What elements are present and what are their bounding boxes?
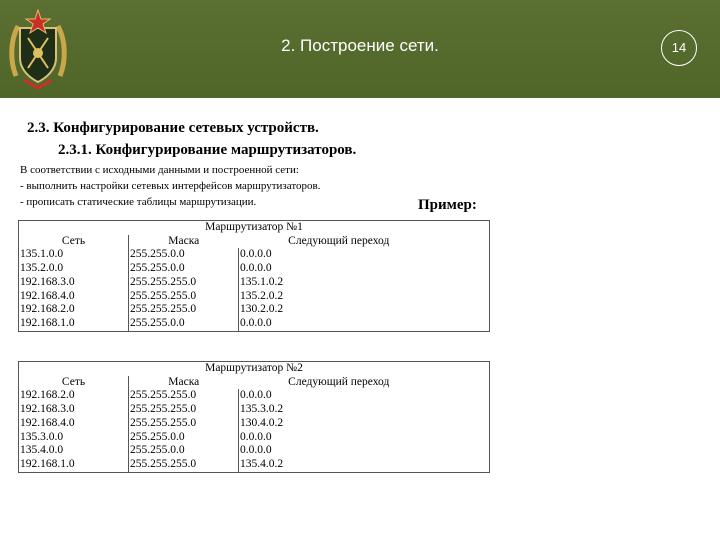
column-header-network: Сеть xyxy=(19,235,129,249)
cell-next-hop: 135.3.0.2 xyxy=(240,403,284,416)
table-row xyxy=(19,290,490,304)
table-row xyxy=(19,276,490,290)
cell-next-hop: 0.0.0.0 xyxy=(240,248,272,261)
cell-network: 135.2.0.0 xyxy=(19,262,129,276)
table-row xyxy=(19,317,490,331)
example-label: Пример: xyxy=(418,197,477,213)
routing-table-router-2 xyxy=(18,361,490,473)
cell-next-hop: 130.2.0.2 xyxy=(240,303,284,316)
column-header-mask: Маска xyxy=(168,234,200,247)
cell-mask: 255.255.0.0 xyxy=(129,317,239,331)
column-header-mask: Маска xyxy=(168,375,200,388)
cell-mask: 255.255.255.0 xyxy=(129,290,239,304)
cell-network: 192.168.4.0 xyxy=(19,417,129,431)
table-row xyxy=(19,389,490,403)
column-header-next-hop: Следующий переход xyxy=(288,234,390,247)
section-heading: 2.3. Конфигурирование сетевых устройств. xyxy=(27,120,319,136)
table-row xyxy=(19,262,490,276)
cell-network: 192.168.1.0 xyxy=(19,317,129,331)
table-row xyxy=(19,444,490,458)
page-number-badge: 14 xyxy=(661,30,697,66)
header-bar xyxy=(0,0,720,98)
cell-mask: 255.255.0.0 xyxy=(129,262,239,276)
cell-network: 135.4.0.0 xyxy=(19,444,129,458)
cell-network: 135.3.0.0 xyxy=(19,431,129,445)
paragraph-line: - выполнить настройки сетевых интерфейсов маршрутизаторов. xyxy=(20,180,321,192)
table-caption: Маршрутизатор №1 xyxy=(205,221,303,233)
table-row xyxy=(19,303,490,317)
cell-mask: 255.255.255.0 xyxy=(129,417,239,431)
column-header-next-hop: Следующий переход xyxy=(288,375,390,388)
table-row xyxy=(19,417,490,431)
table-caption: Маршрутизатор №2 xyxy=(205,362,303,374)
cell-next-hop: 135.1.0.2 xyxy=(240,275,284,288)
cell-mask: 255.255.255.0 xyxy=(129,403,239,417)
cell-mask: 255.255.0.0 xyxy=(129,431,239,445)
cell-mask: 255.255.255.0 xyxy=(129,458,239,472)
cell-next-hop: 130.4.0.2 xyxy=(240,416,284,429)
paragraph-line: - прописать статические таблицы маршрутизации. xyxy=(20,196,257,208)
slide-title: 2. Построение сети. xyxy=(281,36,439,55)
cell-mask: 255.255.255.0 xyxy=(129,276,239,290)
table-row xyxy=(19,458,490,472)
paragraph-line: В соответствии с исходными данными и построенной сети: xyxy=(20,164,299,176)
cell-network: 192.168.2.0 xyxy=(19,303,129,317)
cell-network: 192.168.3.0 xyxy=(19,276,129,290)
cell-mask: 255.255.255.0 xyxy=(129,303,239,317)
cell-network: 192.168.3.0 xyxy=(19,403,129,417)
cell-next-hop: 135.4.0.2 xyxy=(240,457,284,470)
subsection-heading: 2.3.1. Конфигурирование маршрутизаторов. xyxy=(58,142,357,158)
table-row xyxy=(19,431,490,445)
cell-network: 192.168.1.0 xyxy=(19,458,129,472)
cell-next-hop: 135.2.0.2 xyxy=(240,289,284,302)
column-header-network: Сеть xyxy=(19,376,129,390)
cell-mask: 255.255.0.0 xyxy=(129,444,239,458)
cell-next-hop: 0.0.0.0 xyxy=(240,389,272,402)
cell-mask: 255.255.0.0 xyxy=(129,248,239,262)
table-row xyxy=(19,403,490,417)
cell-next-hop: 0.0.0.0 xyxy=(240,316,272,329)
cell-network: 192.168.4.0 xyxy=(19,290,129,304)
cell-mask: 255.255.255.0 xyxy=(129,389,239,403)
cell-network: 192.168.2.0 xyxy=(19,389,129,403)
routing-table-router-1 xyxy=(18,220,490,332)
cell-network: 135.1.0.0 xyxy=(19,248,129,262)
table-row xyxy=(19,248,490,262)
cell-next-hop: 0.0.0.0 xyxy=(240,430,272,443)
cell-next-hop: 0.0.0.0 xyxy=(240,444,272,457)
cell-next-hop: 0.0.0.0 xyxy=(240,262,272,275)
